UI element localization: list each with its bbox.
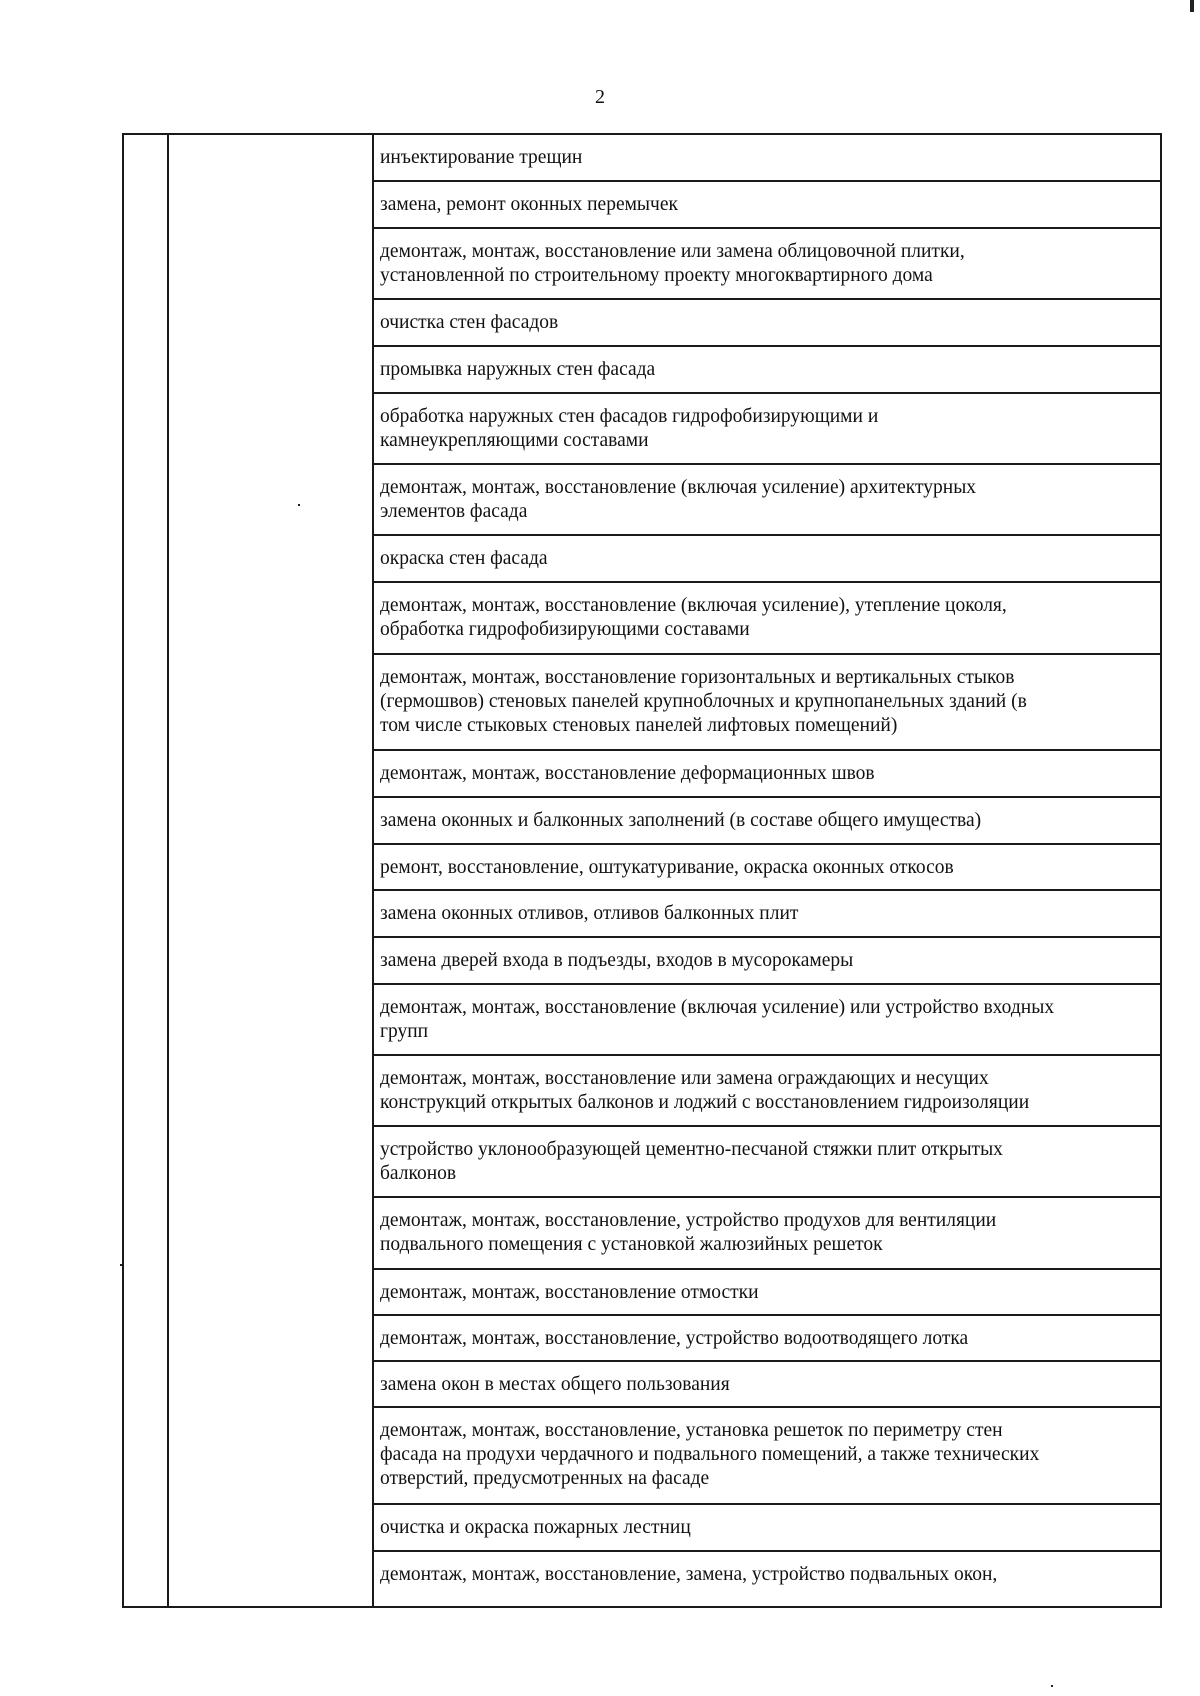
table-row: ремонт, восстановление, оштукатуривание, окраска оконных откосов — [374, 845, 1160, 891]
scan-speck — [1051, 1685, 1053, 1687]
table-row: замена дверей входа в подъезды, входов в мусорокамеры — [374, 938, 1160, 985]
table-row: замена окон в местах общего пользования — [374, 1362, 1160, 1408]
table-row: обработка наружных стен фасадов гидрофобизирующими и камнеукрепляющими составами — [374, 394, 1160, 465]
table-row: инъектирование трещин — [374, 135, 1160, 182]
table-row: замена, ремонт оконных перемычек — [374, 182, 1160, 229]
table-row: демонтаж, монтаж, восстановление отмостки — [374, 1270, 1160, 1316]
table-row: устройство уклонообразующей цементно-песчаной стяжки плит открытых балконов — [374, 1127, 1160, 1198]
table-row: демонтаж, монтаж, восстановление, установка решеток по периметру стен фасада на продухи чердачного и подвального помещений, а также технических отверстий, предусмотренных на фасаде — [374, 1408, 1160, 1505]
page-number: 2 — [595, 86, 605, 108]
table-row: демонтаж, монтаж, восстановление, устройство продухов для вентиляции подвального помещения с установкой жалюзийных решеток — [374, 1198, 1160, 1270]
table-row: демонтаж, монтаж, восстановление (включая усиление) или устройство входных групп — [374, 985, 1160, 1056]
table-row: демонтаж, монтаж, восстановление (включая усиление) архитектурных элементов фасада — [374, 465, 1160, 536]
table-row: демонтаж, монтаж, восстановление (включая усиление), утепление цоколя, обработка гидрофобизирующими составами — [374, 583, 1160, 655]
table-row: окраска стен фасада — [374, 536, 1160, 583]
scan-speck — [298, 504, 300, 506]
works-list — [374, 135, 1160, 1606]
table-row: демонтаж, монтаж, восстановление деформационных швов — [374, 751, 1160, 798]
scan-speck — [120, 1264, 122, 1266]
table-row: демонтаж, монтаж, восстановление или замена облицовочной плитки, установленной по строительному проекту многоквартирного дома — [374, 229, 1160, 300]
table-row: очистка и окраска пожарных лестниц — [374, 1505, 1160, 1552]
table-row: демонтаж, монтаж, восстановление или замена ограждающих и несущих конструкций открытых балконов и лоджий с восстановлением гидроизоляции — [374, 1056, 1160, 1127]
table-row: промывка наружных стен фасада — [374, 347, 1160, 394]
table-row: демонтаж, монтаж, восстановление горизонтальных и вертикальных стыков (гермошвов) стеновых панелей крупноблочных и крупнопанельных зданий (в том числе стыковых стеновых панелей лифтовых помещений) — [374, 655, 1160, 751]
table-row: очистка стен фасадов — [374, 300, 1160, 347]
table-row: демонтаж, монтаж, восстановление, устройство водоотводящего лотка — [374, 1316, 1160, 1362]
table-row: замена оконных и балконных заполнений (в составе общего имущества) — [374, 798, 1160, 845]
table-row: замена оконных отливов, отливов балконных плит — [374, 891, 1160, 938]
column-divider-1 — [167, 135, 169, 1606]
table-row: демонтаж, монтаж, восстановление, замена, устройство подвальных окон, — [380, 1564, 998, 1585]
scan-mark — [1190, 0, 1194, 12]
works-table — [122, 133, 1162, 1608]
